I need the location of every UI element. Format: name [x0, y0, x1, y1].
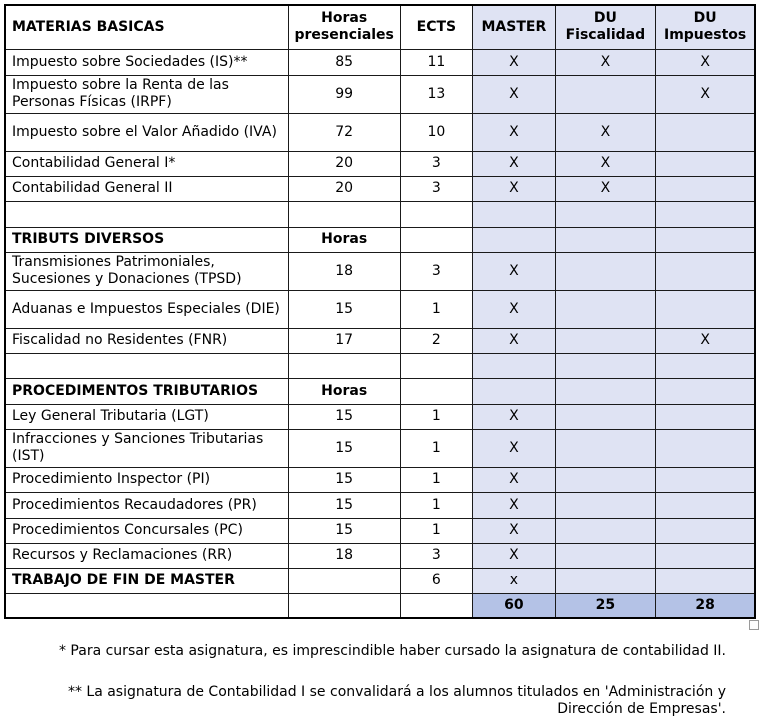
ects-cell: 10	[400, 113, 472, 151]
header-subject: MATERIAS BASICAS	[5, 5, 288, 49]
hours-cell: 18	[288, 252, 400, 290]
hours-cell: 15	[288, 467, 400, 492]
master-cell: X	[472, 543, 555, 568]
du-fiscalidad-cell	[555, 404, 655, 429]
blank-row	[5, 353, 755, 378]
ects-cell: 3	[400, 176, 472, 201]
ects-cell: 1	[400, 429, 472, 467]
subject-cell: Infracciones y Sanciones Tributarias (IST)	[5, 429, 288, 467]
du-impuestos-cell	[655, 290, 755, 328]
totals-hours-cell	[288, 593, 400, 618]
master-cell: X	[472, 518, 555, 543]
header-du-impuestos: DU Impuestos	[655, 5, 755, 49]
hours-cell	[288, 201, 400, 227]
du-fiscalidad-cell	[555, 492, 655, 518]
hours-cell: 20	[288, 176, 400, 201]
ects-cell: 1	[400, 404, 472, 429]
footnote-1: * Para cursar esta asignatura, es imprescindible haber cursado la asignatura de contabilidad II.	[58, 643, 726, 659]
ects-cell	[400, 201, 472, 227]
du-fiscalidad-cell: X	[555, 49, 655, 75]
master-cell: X	[472, 467, 555, 492]
total-du-impuestos: 28	[655, 593, 755, 618]
du-fiscalidad-cell	[555, 252, 655, 290]
du-fiscalidad-cell	[555, 518, 655, 543]
du-impuestos-cell: X	[655, 75, 755, 113]
ects-cell: 3	[400, 252, 472, 290]
master-cell	[472, 227, 555, 252]
master-cell	[472, 201, 555, 227]
du-fiscalidad-cell: X	[555, 113, 655, 151]
hours-cell	[288, 353, 400, 378]
section-title: PROCEDIMENTOS TRIBUTARIOS	[5, 378, 288, 404]
du-impuestos-cell	[655, 467, 755, 492]
ects-cell	[400, 378, 472, 404]
ects-cell: 3	[400, 151, 472, 176]
ects-cell: 1	[400, 518, 472, 543]
table-row	[5, 151, 755, 176]
section-header-row	[5, 378, 755, 404]
subject-cell: Procedimientos Recaudadores (PR)	[5, 492, 288, 518]
table-row	[5, 492, 755, 518]
du-fiscalidad-cell: X	[555, 151, 655, 176]
section-hours-label: Horas	[288, 227, 400, 252]
master-cell: X	[472, 252, 555, 290]
du-fiscalidad-cell	[555, 467, 655, 492]
master-cell: X	[472, 75, 555, 113]
du-fiscalidad-cell	[555, 429, 655, 467]
hours-cell: 99	[288, 75, 400, 113]
hours-cell: 15	[288, 404, 400, 429]
du-fiscalidad-cell: X	[555, 176, 655, 201]
hours-cell: 15	[288, 290, 400, 328]
table-row	[5, 49, 755, 75]
du-fiscalidad-cell	[555, 227, 655, 252]
du-impuestos-cell	[655, 353, 755, 378]
subject-cell: Aduanas e Impuestos Especiales (DIE)	[5, 290, 288, 328]
ects-cell	[400, 227, 472, 252]
master-cell: x	[472, 568, 555, 593]
du-impuestos-cell	[655, 176, 755, 201]
du-impuestos-cell	[655, 227, 755, 252]
du-fiscalidad-cell	[555, 201, 655, 227]
table-row	[5, 75, 755, 113]
master-cell	[472, 353, 555, 378]
du-fiscalidad-cell	[555, 568, 655, 593]
subject-cell: Impuesto sobre Sociedades (IS)**	[5, 49, 288, 75]
ects-cell: 1	[400, 290, 472, 328]
section-title: TRIBUTS DIVERSOS	[5, 227, 288, 252]
du-impuestos-cell	[655, 252, 755, 290]
hours-cell: 85	[288, 49, 400, 75]
du-fiscalidad-cell	[555, 543, 655, 568]
master-cell: X	[472, 151, 555, 176]
totals-row	[5, 593, 755, 618]
subject-cell: TRABAJO DE FIN DE MASTER	[5, 568, 288, 593]
master-cell	[472, 378, 555, 404]
table-row	[5, 404, 755, 429]
total-du-fiscalidad: 25	[555, 593, 655, 618]
ects-cell: 2	[400, 328, 472, 353]
totals-subject-cell	[5, 593, 288, 618]
master-cell: X	[472, 404, 555, 429]
footnote-2-line-2: Dirección de Empresas'.	[557, 701, 726, 717]
tfm-row	[5, 568, 755, 593]
total-master: 60	[472, 593, 555, 618]
subject-cell	[5, 353, 288, 378]
hours-cell	[288, 568, 400, 593]
subject-cell: Recursos y Reclamaciones (RR)	[5, 543, 288, 568]
ects-cell: 13	[400, 75, 472, 113]
ects-cell: 6	[400, 568, 472, 593]
section-hours-label: Horas	[288, 378, 400, 404]
subject-cell: Ley General Tributaria (LGT)	[5, 404, 288, 429]
ects-cell: 1	[400, 467, 472, 492]
table-row	[5, 176, 755, 201]
du-impuestos-cell	[655, 543, 755, 568]
du-fiscalidad-cell	[555, 328, 655, 353]
du-impuestos-cell	[655, 404, 755, 429]
master-cell: X	[472, 328, 555, 353]
du-impuestos-cell	[655, 113, 755, 151]
ects-cell	[400, 353, 472, 378]
section-header-row	[5, 227, 755, 252]
table-row	[5, 252, 755, 290]
subject-cell: Fiscalidad no Residentes (FNR)	[5, 328, 288, 353]
hours-cell: 18	[288, 543, 400, 568]
subject-cell: Contabilidad General II	[5, 176, 288, 201]
subject-cell: Procedimientos Concursales (PC)	[5, 518, 288, 543]
table-row	[5, 113, 755, 151]
table-row	[5, 290, 755, 328]
subjects-table	[4, 4, 756, 619]
blank-row	[5, 201, 755, 227]
du-fiscalidad-cell	[555, 378, 655, 404]
du-impuestos-cell: X	[655, 328, 755, 353]
table-row	[5, 543, 755, 568]
du-fiscalidad-cell	[555, 75, 655, 113]
header-hours: Horas presenciales	[288, 5, 400, 49]
du-impuestos-cell	[655, 518, 755, 543]
table-row	[5, 328, 755, 353]
hours-cell: 20	[288, 151, 400, 176]
du-impuestos-cell	[655, 568, 755, 593]
subject-cell: Transmisiones Patrimoniales, Sucesiones y Donaciones (TPSD)	[5, 252, 288, 290]
du-impuestos-cell: X	[655, 49, 755, 75]
table-row	[5, 429, 755, 467]
du-impuestos-cell	[655, 151, 755, 176]
header-ects: ECTS	[400, 5, 472, 49]
subject-cell: Procedimiento Inspector (PI)	[5, 467, 288, 492]
header-du-fiscalidad: DU Fiscalidad	[555, 5, 655, 49]
master-cell: X	[472, 49, 555, 75]
du-impuestos-cell	[655, 492, 755, 518]
du-fiscalidad-cell	[555, 290, 655, 328]
subject-cell: Impuesto sobre el Valor Añadido (IVA)	[5, 113, 288, 151]
du-fiscalidad-cell	[555, 353, 655, 378]
totals-ects-cell	[400, 593, 472, 618]
master-cell: X	[472, 176, 555, 201]
master-cell: X	[472, 113, 555, 151]
subject-cell: Contabilidad General I*	[5, 151, 288, 176]
table-header-row	[5, 5, 755, 49]
ects-cell: 11	[400, 49, 472, 75]
hours-cell: 15	[288, 429, 400, 467]
du-impuestos-cell	[655, 429, 755, 467]
hours-cell: 15	[288, 518, 400, 543]
subject-cell: Impuesto sobre la Renta de las Personas Físicas (IRPF)	[5, 75, 288, 113]
hours-cell: 17	[288, 328, 400, 353]
master-cell: X	[472, 290, 555, 328]
table-row	[5, 518, 755, 543]
master-cell: X	[472, 492, 555, 518]
hours-cell: 15	[288, 492, 400, 518]
hours-cell: 72	[288, 113, 400, 151]
du-impuestos-cell	[655, 378, 755, 404]
ects-cell: 3	[400, 543, 472, 568]
ects-cell: 1	[400, 492, 472, 518]
header-master: MASTER	[472, 5, 555, 49]
master-cell: X	[472, 429, 555, 467]
footnote-2-line-1: ** La asignatura de Contabilidad I se convalidará a los alumnos titulados en 'Administración y	[67, 684, 726, 700]
table-row	[5, 467, 755, 492]
resize-handle	[749, 620, 759, 630]
du-impuestos-cell	[655, 201, 755, 227]
subject-cell	[5, 201, 288, 227]
